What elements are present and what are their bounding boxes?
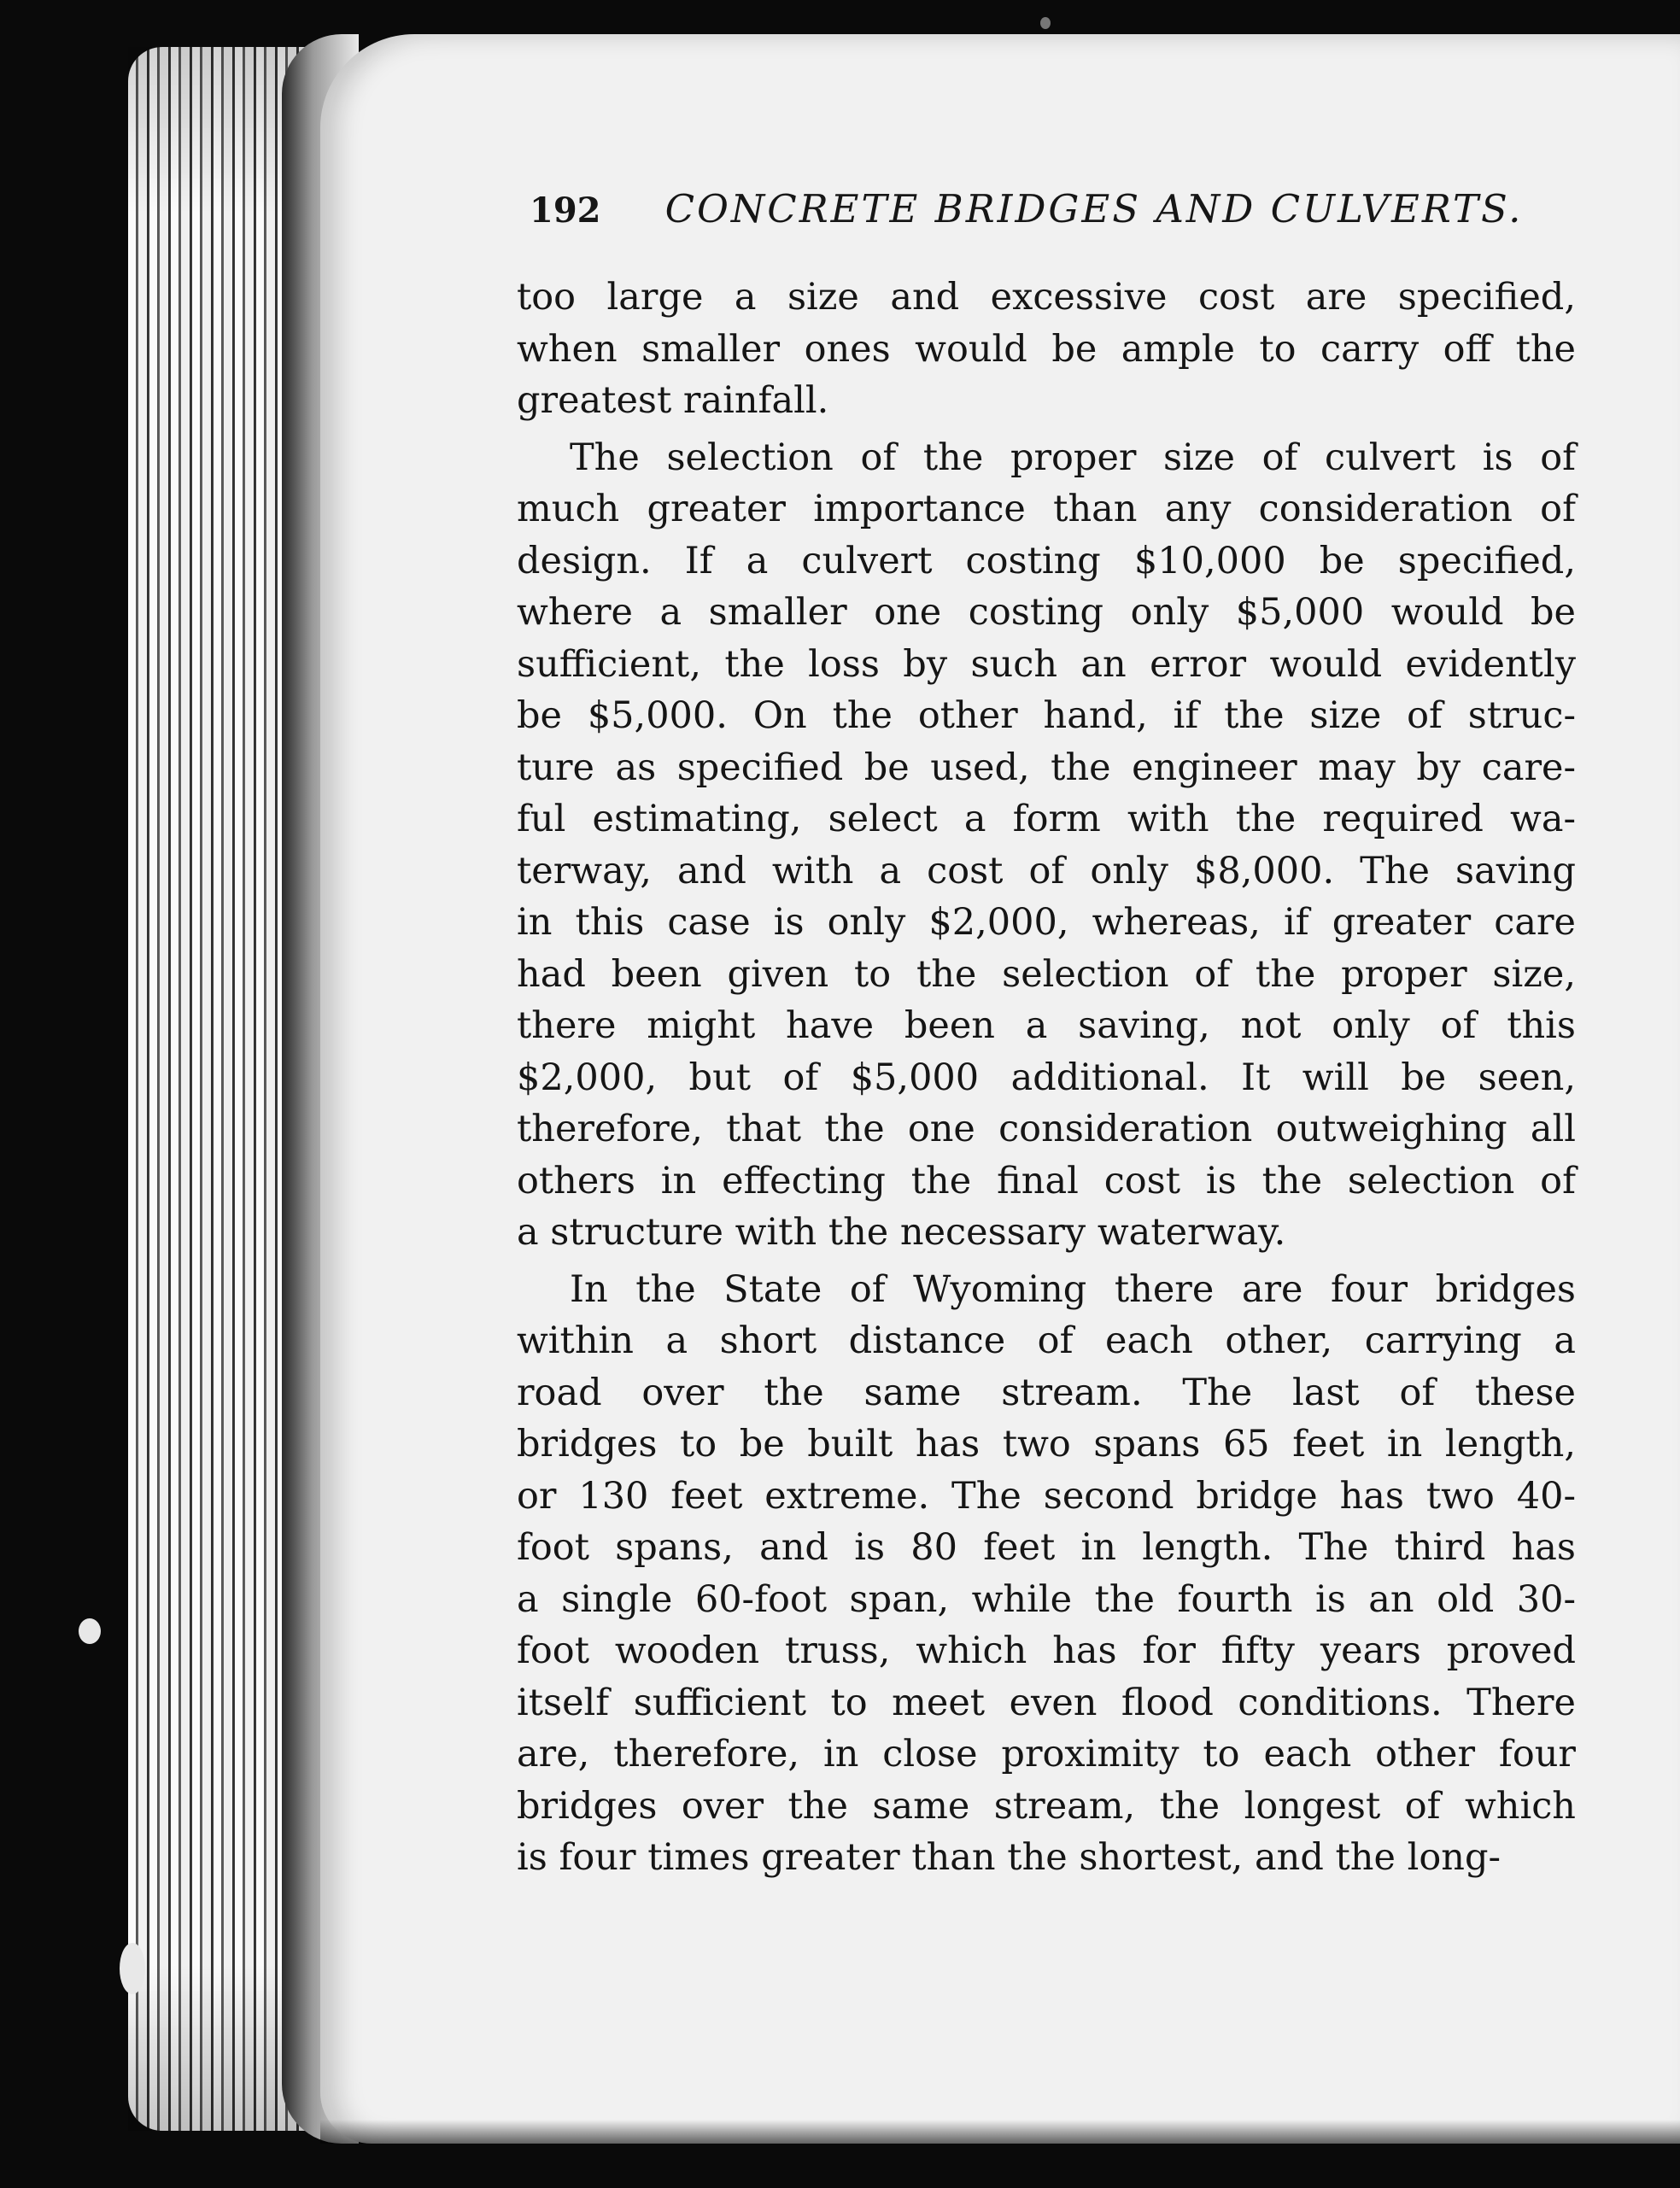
text-line: others in effecting the final cost is the selection of xyxy=(517,1159,1576,1202)
text-line: within a short distance of each other, carrying a xyxy=(517,1319,1576,1362)
text-line: are, therefore, in close proximity to each other four xyxy=(517,1733,1576,1776)
text-line: ture as specified be used, the engineer may by care- xyxy=(517,746,1576,789)
text-line: terway, and with a cost of only $8,000. The saving xyxy=(517,849,1576,892)
text-line: bridges over the same stream, the longest of which xyxy=(517,1784,1576,1828)
text-line: in this case is only $2,000, whereas, if greater care xyxy=(517,901,1576,944)
text-line: sufficient, the loss by such an error would evidently xyxy=(517,642,1576,686)
text-line: too large a size and excessive cost are specified, xyxy=(517,276,1576,319)
text-line: much greater importance than any consideration of xyxy=(517,488,1576,530)
text-line: foot spans, and is 80 feet in length. The third has xyxy=(517,1526,1576,1569)
text-line: therefore, that the one consideration outweighing all xyxy=(517,1108,1576,1150)
paragraph xyxy=(517,1264,1576,1884)
text-line: had been given to the selection of the proper size, xyxy=(517,952,1576,996)
text-line: where a smaller one costing only $5,000 would be xyxy=(517,591,1576,634)
text-line: be $5,000. On the other hand, if the size of struc- xyxy=(517,694,1576,737)
text-line: design. If a culvert costing $10,000 be specified, xyxy=(517,539,1576,582)
text-line: itself sufficient to meet even flood conditions. There xyxy=(517,1681,1576,1724)
text-line: or 130 feet extreme. The second bridge has two 40- xyxy=(517,1474,1576,1518)
scan-speck xyxy=(120,1943,145,1994)
text-line: $2,000, but of $5,000 additional. It will be seen, xyxy=(517,1056,1576,1099)
page-number: 192 xyxy=(530,190,601,231)
page-header xyxy=(530,186,1524,231)
text-line: greatest rainfall. xyxy=(517,379,829,422)
text-line: a structure with the necessary waterway. xyxy=(517,1211,1286,1254)
text-line: a single 60-foot span, while the fourth is an old 30- xyxy=(517,1577,1576,1621)
text-line: ful estimating, select a form with the required wa- xyxy=(517,798,1576,840)
text-line: road over the same stream. The last of these xyxy=(517,1371,1576,1414)
running-title: CONCRETE BRIDGES AND CULVERTS. xyxy=(664,186,1524,231)
body-text xyxy=(517,272,1576,1884)
text-line: In the State of Wyoming there are four bridges xyxy=(570,1267,1576,1311)
paragraph xyxy=(517,432,1576,1259)
text-line: is four times greater than the shortest, and the long- xyxy=(517,1836,1501,1879)
text-line: bridges to be built has two spans 65 feet in length, xyxy=(517,1423,1576,1465)
scan-speck xyxy=(1040,17,1051,29)
paragraph xyxy=(517,272,1576,427)
text-line: when smaller ones would be ample to carry off the xyxy=(517,327,1576,371)
scan-speck xyxy=(79,1618,101,1644)
text-line: The selection of the proper size of culvert is of xyxy=(570,436,1576,479)
text-line: foot wooden truss, which has for fifty years proved xyxy=(517,1629,1576,1672)
text-line: there might have been a saving, not only of this xyxy=(517,1004,1576,1047)
